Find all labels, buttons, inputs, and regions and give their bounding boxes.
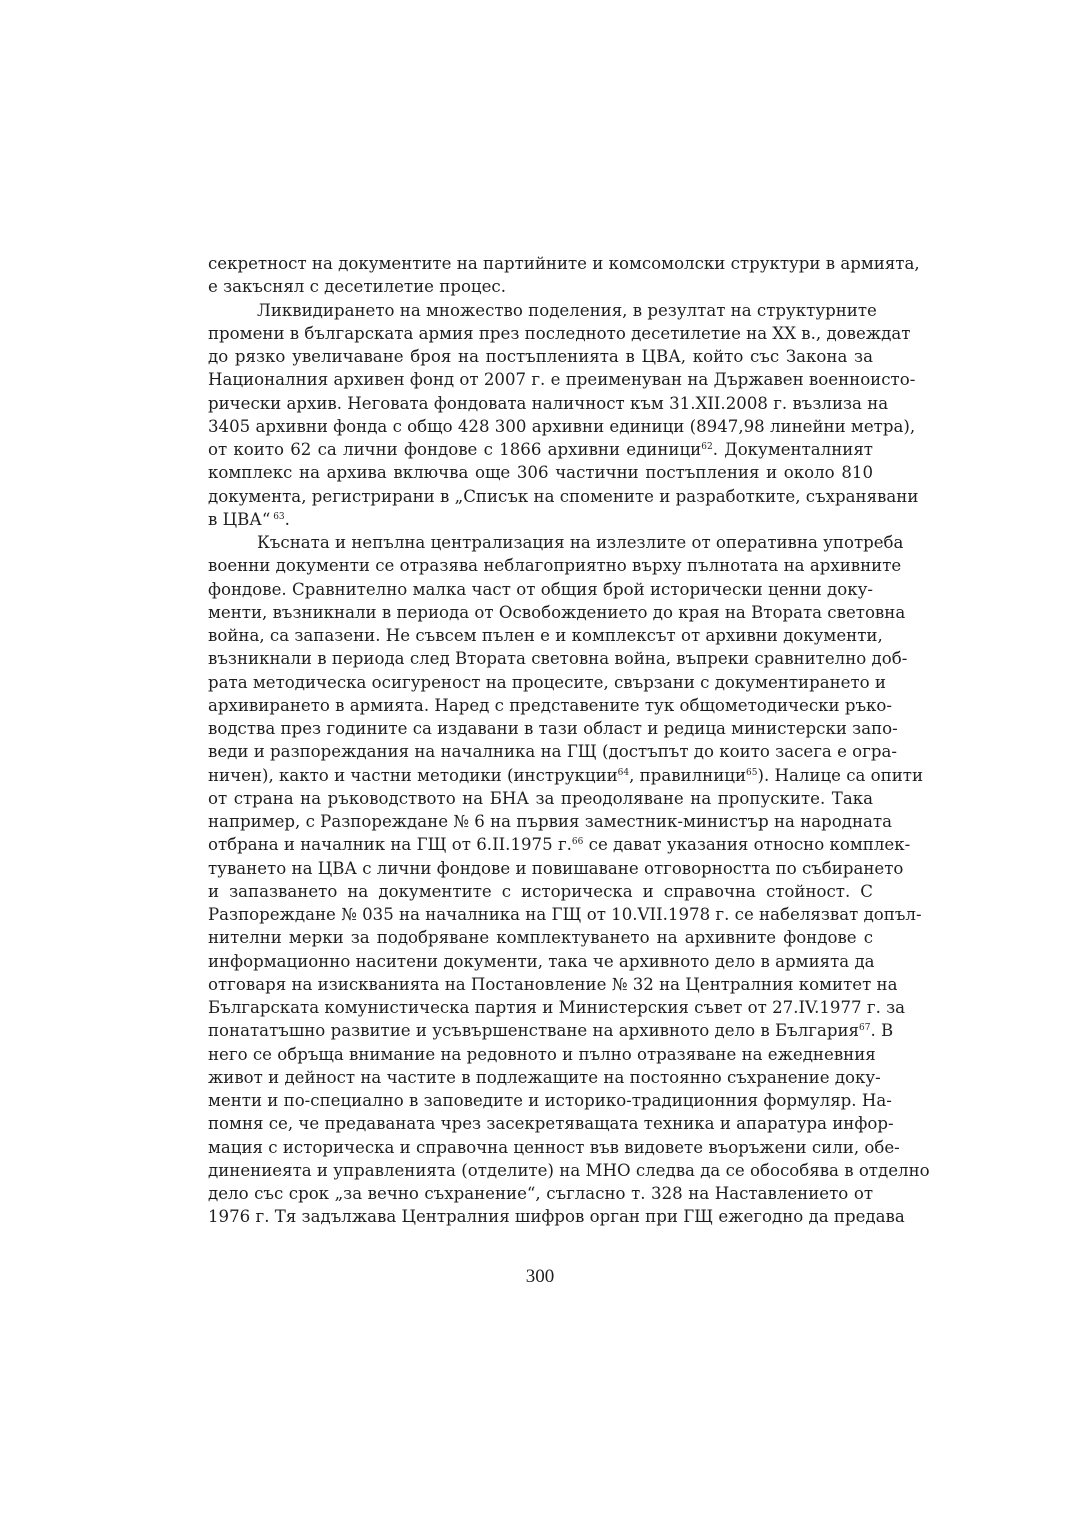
footnote-reference: 65 [746, 767, 758, 778]
text-line: помня се, че предаваната чрез засекретяващата техника и апаратура инфор- [208, 1114, 894, 1134]
text-line [208, 764, 924, 787]
text-line: него се обръща внимание на редовното и пълно отразяване на ежедневния [208, 1044, 876, 1064]
text-line: информационно наситени документи, така че архивното дело в армията да [208, 951, 875, 971]
text-line: 1976 г. Тя задължава Централния шифров орган при ГЩ ежегодно да предава [208, 1207, 905, 1227]
text-line: война, са запазени. Не съвсем пълен е и комплексът от архивни документи, [208, 626, 883, 645]
text-line: рата методическа осигуреност на процесите, свързани с документирането и [208, 672, 886, 692]
text-line: мация с историческа и справочна ценност във видовете въоръжени сили, обе- [208, 1137, 900, 1157]
text-segment: отбрана и началник на ГЩ от 6.II.1975 г. [208, 835, 572, 855]
text-line: динениеята и управленията (отделите) на МНО следва да се обособява в отделно [208, 1160, 930, 1180]
text-line: дело със срок „за вечно съхранение“, съгласно т. 328 на Наставлението от [208, 1184, 873, 1203]
text-line: Българската комунистическа партия и Министерския съвет от 27.IV.1977 г. за [208, 998, 906, 1017]
text-line: архивирането в армията. Наред с представените тук общометодически ръко- [208, 695, 892, 715]
text-segment: . Документалният [712, 440, 873, 459]
text-line: Късната и непълна централизация на излезлите от оперативна употреба [257, 533, 904, 552]
text-line: документа, регистрирани в „Списък на спомените и разработките, съхранявани [208, 486, 919, 506]
footnote-reference: 66 [571, 837, 584, 848]
text-line: фондове. Сравнително малка част от общия брой исторически ценни доку- [208, 579, 873, 599]
text-line: Националния архивен фонд от 2007 г. е преименуван на Държавен военноисто- [208, 370, 916, 390]
text-line: Ликвидирането на множество поделения, в резултат на структурните [257, 300, 877, 320]
text-line: и запазването на документите с историческа и справочна стойност. С [208, 881, 873, 901]
text-segment: понататъшно развитие и усъвършенстване на архивното дело в България [208, 1021, 859, 1041]
text-segment: ). Налице са опити [757, 765, 924, 785]
text-line [208, 1019, 894, 1042]
text-line: военни документи се отразява неблагоприятно върху пълнотата на архивните [208, 556, 902, 576]
text-line: до рязко увеличаване броя на постъпленията в ЦВА, който със Закона за [208, 347, 873, 366]
text-line: водства през годините са издавани в тази област и редица министерски запо- [208, 719, 898, 738]
footnote-reference: 63 [270, 511, 285, 522]
text-line: секретност на документите на партийните и комсомолски структури в армията, [208, 254, 920, 273]
text-segment: от които 62 са лични фондове с 1866 архивни единици [208, 440, 702, 459]
text-line: комплекс на архива включва още 306 частични постъпления и около 810 [208, 463, 873, 483]
text-line: живот и дейност на частите в подлежащите на постоянно съхранение доку- [208, 1067, 881, 1087]
footnote-reference: 64 [617, 767, 630, 778]
text-line: 3405 архивни фонда с общо 428 300 архивни единици (8947,98 линейни метра), [208, 416, 916, 436]
text-line: промени в българската армия през последното десетилетие на XX в., довеждат [208, 323, 911, 343]
text-segment: в ЦВА“ [208, 509, 271, 529]
text-line [208, 508, 873, 531]
text-segment: ничен), както и частни методики (инструкции [208, 765, 618, 785]
footnote-reference: 62 [701, 442, 713, 452]
text-segment: , правилници [629, 765, 747, 785]
text-line: от страна на ръководството на БНА за преодоляване на пропуските. Така [208, 788, 873, 808]
text-line: менти и по-специално в заповедите и историко-традиционния формуляр. На- [208, 1091, 892, 1110]
text-segment: се дават указания относно комплек- [583, 835, 911, 855]
text-line: Разпореждане № 035 на началника на ГЩ от 10.VII.1978 г. се набелязват допъл- [208, 905, 922, 924]
text-line: например, с Разпореждане № 6 на първия заместник-министър на народната [208, 812, 893, 831]
text-line: туването на ЦВА с лични фондове и повишаване отговорността по събирането [208, 858, 904, 878]
text-line: менти, възникнали в периода от Освобождението до края на Втората световна [208, 602, 906, 622]
text-segment: . В [870, 1021, 894, 1041]
footnote-reference: 67 [859, 1023, 871, 1034]
text-segment: . [284, 509, 290, 529]
text-line: веди и разпореждания на началника на ГЩ (достъпът до които засега е огра- [208, 742, 897, 762]
text-line: отговаря на изискванията на Постановление № 32 на Централния комитет на [208, 974, 898, 994]
text-line: рически архив. Неговата фондовата наличност към 31.XII.2008 г. възлиза на [208, 393, 889, 413]
text-line: е закъснял с десетилетие процес. [208, 277, 506, 297]
text-line [208, 438, 873, 461]
text-line: нителни мерки за подобряване комплектуването на архивните фондове с [208, 928, 873, 948]
text-line [208, 833, 911, 856]
paragraph [208, 299, 919, 532]
paragraph [208, 252, 920, 299]
paragraph [208, 531, 930, 1229]
text-line: възникнали в периода след Втората световна война, въпреки сравнително доб- [208, 649, 908, 669]
page-number: 300 [525, 1266, 555, 1287]
body-text [208, 252, 930, 1229]
